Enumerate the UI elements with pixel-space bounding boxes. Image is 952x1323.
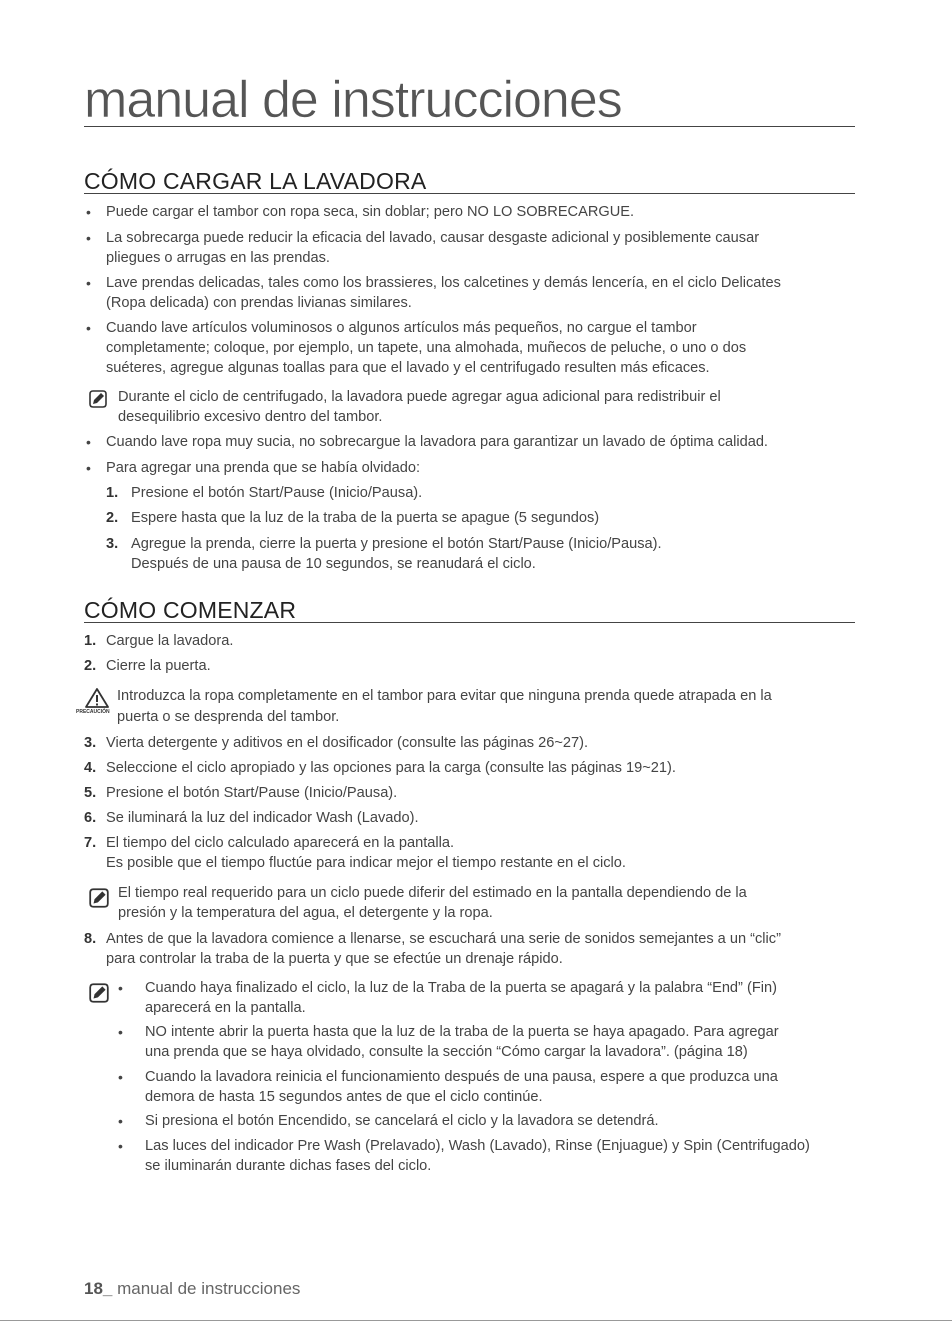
page-number: 18_ — [84, 1279, 113, 1298]
step-number: 4. — [84, 760, 97, 776]
note-icon — [88, 982, 110, 1004]
section-heading-loading: CÓMO CARGAR LA LAVADORA — [84, 168, 427, 194]
footer-text: manual de instrucciones — [112, 1279, 301, 1298]
bullet-text: La sobrecarga puede reducir la eficacia del lavado, causar desgaste adicional y posiblemente causar — [106, 230, 760, 246]
title-rule — [84, 126, 855, 127]
step-number: 1. — [106, 485, 119, 501]
bullet-dot: • — [118, 980, 123, 996]
note-icon — [88, 887, 110, 909]
bullet-dot: • — [118, 1113, 123, 1129]
note-text: Durante el ciclo de centrifugado, la lavadora puede agregar agua adicional para redistribuir el — [118, 389, 721, 405]
bullet-dot: • — [86, 230, 91, 246]
bullet-text: Lave prendas delicadas, tales como los brassieres, los calcetines y demás lencería, en el ciclo Delicates — [106, 275, 781, 291]
note-item: Cuando la lavadora reinicia el funcionamiento después de una pausa, espere a que produzca una — [145, 1069, 778, 1085]
bullet-text: Cuando lave artículos voluminosos o algunos artículos más pequeños, no cargue el tambor — [106, 320, 697, 336]
bullet-text: Puede cargar el tambor con ropa seca, sin doblar; pero NO LO SOBRECARGUE. — [106, 204, 635, 220]
step-text: Seleccione el ciclo apropiado y las opciones para la carga (consulte las páginas 19~21). — [106, 760, 676, 776]
step-number: 3. — [84, 735, 97, 751]
bullet-dot: • — [118, 1069, 123, 1085]
page-title: manual de instrucciones — [84, 71, 622, 129]
step-number: 2. — [84, 658, 97, 674]
footer-rule — [0, 1320, 952, 1321]
step-number: 2. — [106, 510, 119, 526]
bullet-dot: • — [86, 460, 91, 476]
step-number: 5. — [84, 785, 97, 801]
step-text: Presione el botón Start/Pause (Inicio/Pausa). — [131, 485, 423, 501]
section-heading-start: CÓMO COMENZAR — [84, 597, 297, 623]
step-text: Vierta detergente y aditivos en el dosificador (consulte las páginas 26~27). — [106, 735, 589, 751]
step-text: para controlar la traba de la puerta y que se efectúe un drenaje rápido. — [106, 951, 563, 967]
bullet-text: Para agregar una prenda que se había olvidado: — [106, 460, 421, 476]
step-number: 7. — [84, 835, 97, 851]
bullet-dot: • — [86, 275, 91, 291]
caution-label: PRECAUCIÓN — [76, 709, 110, 715]
step-text: Cargue la lavadora. — [106, 633, 234, 649]
note-item: Las luces del indicador Pre Wash (Prelavado), Wash (Lavado), Rinse (Enjuague) y Spin (Centrifugado) — [145, 1138, 810, 1154]
bullet-text: pliegues o arrugas en las prendas. — [106, 250, 330, 266]
step-number: 1. — [84, 633, 97, 649]
note-item: Si presiona el botón Encendido, se cancelará el ciclo y la lavadora se detendrá. — [145, 1113, 659, 1129]
section-rule — [84, 622, 855, 623]
note-item: una prenda que se haya olvidado, consulte la sección “Cómo cargar la lavadora”. (página 18) — [145, 1044, 748, 1060]
bullet-dot: • — [86, 320, 91, 336]
note-text: presión y la temperatura del agua, el detergente y la ropa. — [118, 905, 493, 921]
note-text: El tiempo real requerido para un ciclo puede diferir del estimado en la pantalla dependiendo de la — [118, 885, 747, 901]
step-text: Agregue la prenda, cierre la puerta y presione el botón Start/Pause (Inicio/Pausa). — [131, 536, 662, 552]
note-item: se iluminarán durante dichas fases del ciclo. — [145, 1158, 432, 1174]
note-text: desequilibrio excesivo dentro del tambor. — [118, 409, 383, 425]
step-number: 8. — [84, 931, 97, 947]
step-number: 6. — [84, 810, 97, 826]
step-number: 3. — [106, 536, 119, 552]
step-text: Se iluminará la luz del indicador Wash (Lavado). — [106, 810, 419, 826]
bullet-dot: • — [118, 1024, 123, 1040]
step-text: El tiempo del ciclo calculado aparecerá en la pantalla. — [106, 835, 455, 851]
note-item: demora de hasta 15 segundos antes de que el ciclo continúe. — [145, 1089, 543, 1105]
bullet-dot: • — [118, 1138, 123, 1154]
caution-icon — [76, 688, 114, 716]
caution-text: Introduzca la ropa completamente en el tambor para evitar que ninguna prenda quede atrapada en la — [117, 688, 772, 704]
bullet-text: completamente; coloque, por ejemplo, un tapete, una almohada, muñecos de peluche, o uno o dos — [106, 340, 747, 356]
note-icon — [88, 389, 108, 409]
section-rule — [84, 193, 855, 194]
bullet-text: Cuando lave ropa muy sucia, no sobrecargue la lavadora para garantizar un lavado de óptima calidad. — [106, 434, 768, 450]
bullet-dot: • — [86, 204, 91, 220]
page-footer — [84, 1279, 300, 1299]
step-text: Presione el botón Start/Pause (Inicio/Pausa). — [106, 785, 398, 801]
note-item: Cuando haya finalizado el ciclo, la luz de la Traba de la puerta se apagará y la palabra “End” (Fin) — [145, 980, 777, 996]
step-text: Cierre la puerta. — [106, 658, 211, 674]
step-text: Antes de que la lavadora comience a llenarse, se escuchará una serie de sonidos semejantes a un “clic” — [106, 931, 781, 947]
note-item: NO intente abrir la puerta hasta que la luz de la traba de la puerta se haya apagado. Para agregar — [145, 1024, 779, 1040]
step-text: Después de una pausa de 10 segundos, se reanudará el ciclo. — [131, 556, 536, 572]
note-item: aparecerá en la pantalla. — [145, 1000, 306, 1016]
bullet-text: suéteres, agregue algunas toallas para que el lavado y el centrifugado resulten más eficaces. — [106, 360, 710, 376]
caution-text: puerta o se desprenda del tambor. — [117, 709, 340, 725]
bullet-dot: • — [86, 434, 91, 450]
bullet-text: (Ropa delicada) con prendas livianas similares. — [106, 295, 412, 311]
step-text: Es posible que el tiempo fluctúe para indicar mejor el tiempo restante en el ciclo. — [106, 855, 626, 871]
step-text: Espere hasta que la luz de la traba de la puerta se apague (5 segundos) — [131, 510, 600, 526]
